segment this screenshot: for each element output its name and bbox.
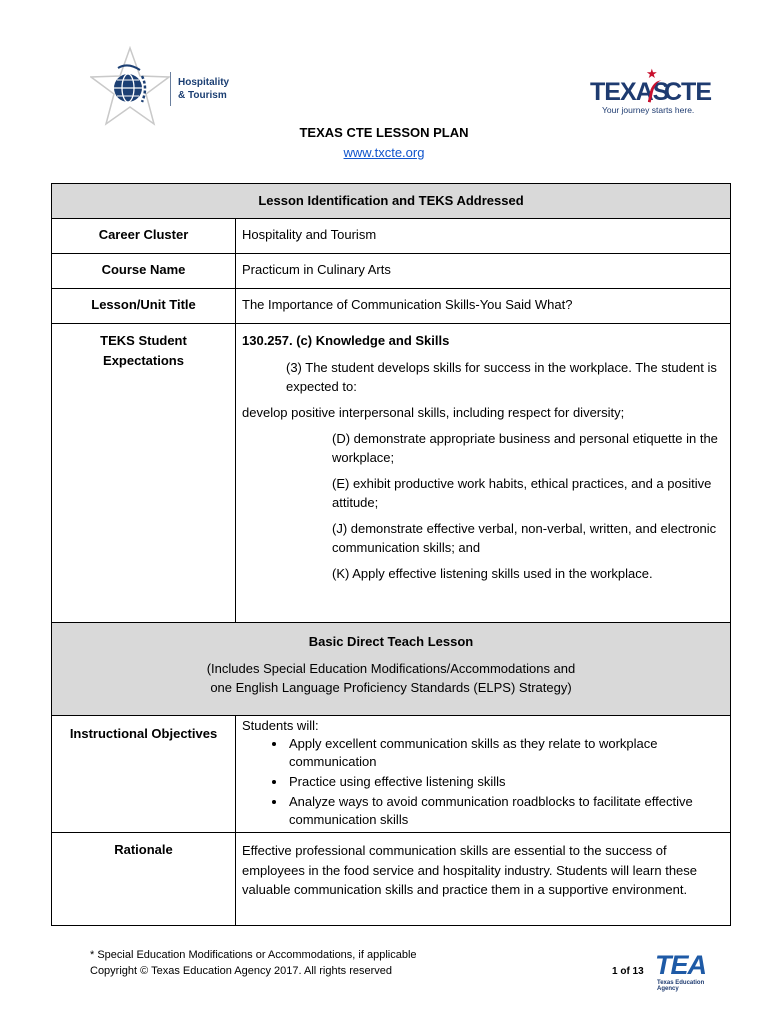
list-item: • Apply excellent communication skills as they relate to workplace communication [287, 735, 724, 771]
tea-word: TEA [655, 950, 706, 980]
website-link[interactable]: www.txcte.org [343, 145, 425, 160]
list-item: • Practice using effective listening skills [287, 773, 724, 791]
objectives-content-cell [236, 716, 731, 833]
table-row [52, 254, 731, 289]
page-number: 1 of 13 [612, 966, 644, 977]
row-label-cell [52, 289, 236, 324]
teks-item-k: (K) Apply effective listening skills used in the workplace. [332, 566, 653, 581]
texas-cte-logo [590, 68, 710, 118]
teks-item-j: (J) demonstrate effective verbal, non-verbal, written, and electronic communication skills; and [332, 521, 717, 555]
section-heading-identification [52, 184, 731, 219]
row-value-cell [236, 289, 731, 324]
logo-text-line-2: & Tourism [178, 90, 227, 101]
teks-label: TEKS Student Expectations [100, 333, 187, 368]
direct-teach-sub-1: (Includes Special Education Modifications/Accommodations and [206, 661, 576, 676]
table-row [52, 289, 731, 324]
lesson-plan-table [51, 183, 731, 926]
direct-teach-heading: Basic Direct Teach Lesson [308, 634, 474, 649]
logo-divider [170, 72, 171, 106]
career-cluster-label: Career Cluster [98, 227, 189, 242]
footer-note: * Special Education Modifications or Accommodations, if applicable [90, 949, 417, 961]
objectives-intro: Students will: [242, 718, 319, 733]
red-star-icon: ★ [646, 66, 658, 81]
objectives-list [242, 735, 724, 829]
teks-content-cell [236, 324, 731, 623]
section-heading-direct-teach [52, 623, 731, 716]
list-item: • Analyze ways to avoid communication roadblocks to facilitate effective communication skills [287, 793, 724, 829]
teks-item-e: (E) exhibit productive work habits, ethical practices, and a positive attitude; [332, 476, 712, 510]
row-value-cell [236, 219, 731, 254]
objectives-label: Instructional Objectives [69, 726, 218, 741]
table-row [52, 219, 731, 254]
logo-text-line-1: Hospitality [178, 77, 230, 88]
logo-tagline: Your journey starts here. [602, 105, 695, 115]
lesson-title-label: Lesson/Unit Title [91, 297, 196, 312]
row-label-cell [52, 833, 236, 926]
rationale-text: Effective professional communication skills are essential to the success of employees in the food service and hospitality industry. Students will learn these valuable communication skills and practice them in a supportive environment. [242, 843, 698, 897]
direct-teach-sub-2: one English Language Proficiency Standards (ELPS) Strategy) [210, 680, 572, 695]
course-name-value: Practicum in Culinary Arts [242, 262, 391, 277]
teks-paragraph-3: (3) The student develops skills for success in the workplace. The student is expected to: [286, 360, 717, 394]
tea-subtitle: Texas Education Agency [657, 980, 705, 992]
teks-item-d: (D) demonstrate appropriate business and personal etiquette in the workplace; [332, 431, 718, 465]
course-name-label: Course Name [101, 262, 186, 277]
lesson-title-value: The Importance of Communication Skills-You Said What? [242, 297, 573, 312]
table-row-objectives [52, 716, 731, 833]
teks-heading: 130.257. (c) Knowledge and Skills [242, 333, 450, 348]
logo-text [178, 76, 229, 102]
row-value-cell [236, 254, 731, 289]
row-label-cell [52, 324, 236, 623]
footer-copyright: Copyright © Texas Education Agency 2017. All rights reserved [90, 965, 393, 977]
row-label-cell [52, 254, 236, 289]
rationale-content-cell [236, 833, 731, 926]
star-globe-icon [90, 46, 170, 128]
texas-word: TEXAS [590, 78, 669, 106]
page-title: TEXAS CTE LESSON PLAN [299, 125, 469, 140]
hospitality-tourism-logo [90, 46, 240, 128]
table-row-teks [52, 324, 731, 623]
career-cluster-value: Hospitality and Tourism [242, 227, 377, 242]
teks-paragraph-develop: develop positive interpersonal skills, including respect for diversity; [242, 405, 625, 420]
tea-logo [655, 950, 723, 990]
section-heading-text: Lesson Identification and TEKS Addressed [258, 193, 524, 208]
table-row-rationale [52, 833, 731, 926]
cte-word: CTE [664, 78, 711, 106]
rationale-label: Rationale [114, 842, 173, 857]
row-label-cell [52, 716, 236, 833]
row-label-cell [52, 219, 236, 254]
